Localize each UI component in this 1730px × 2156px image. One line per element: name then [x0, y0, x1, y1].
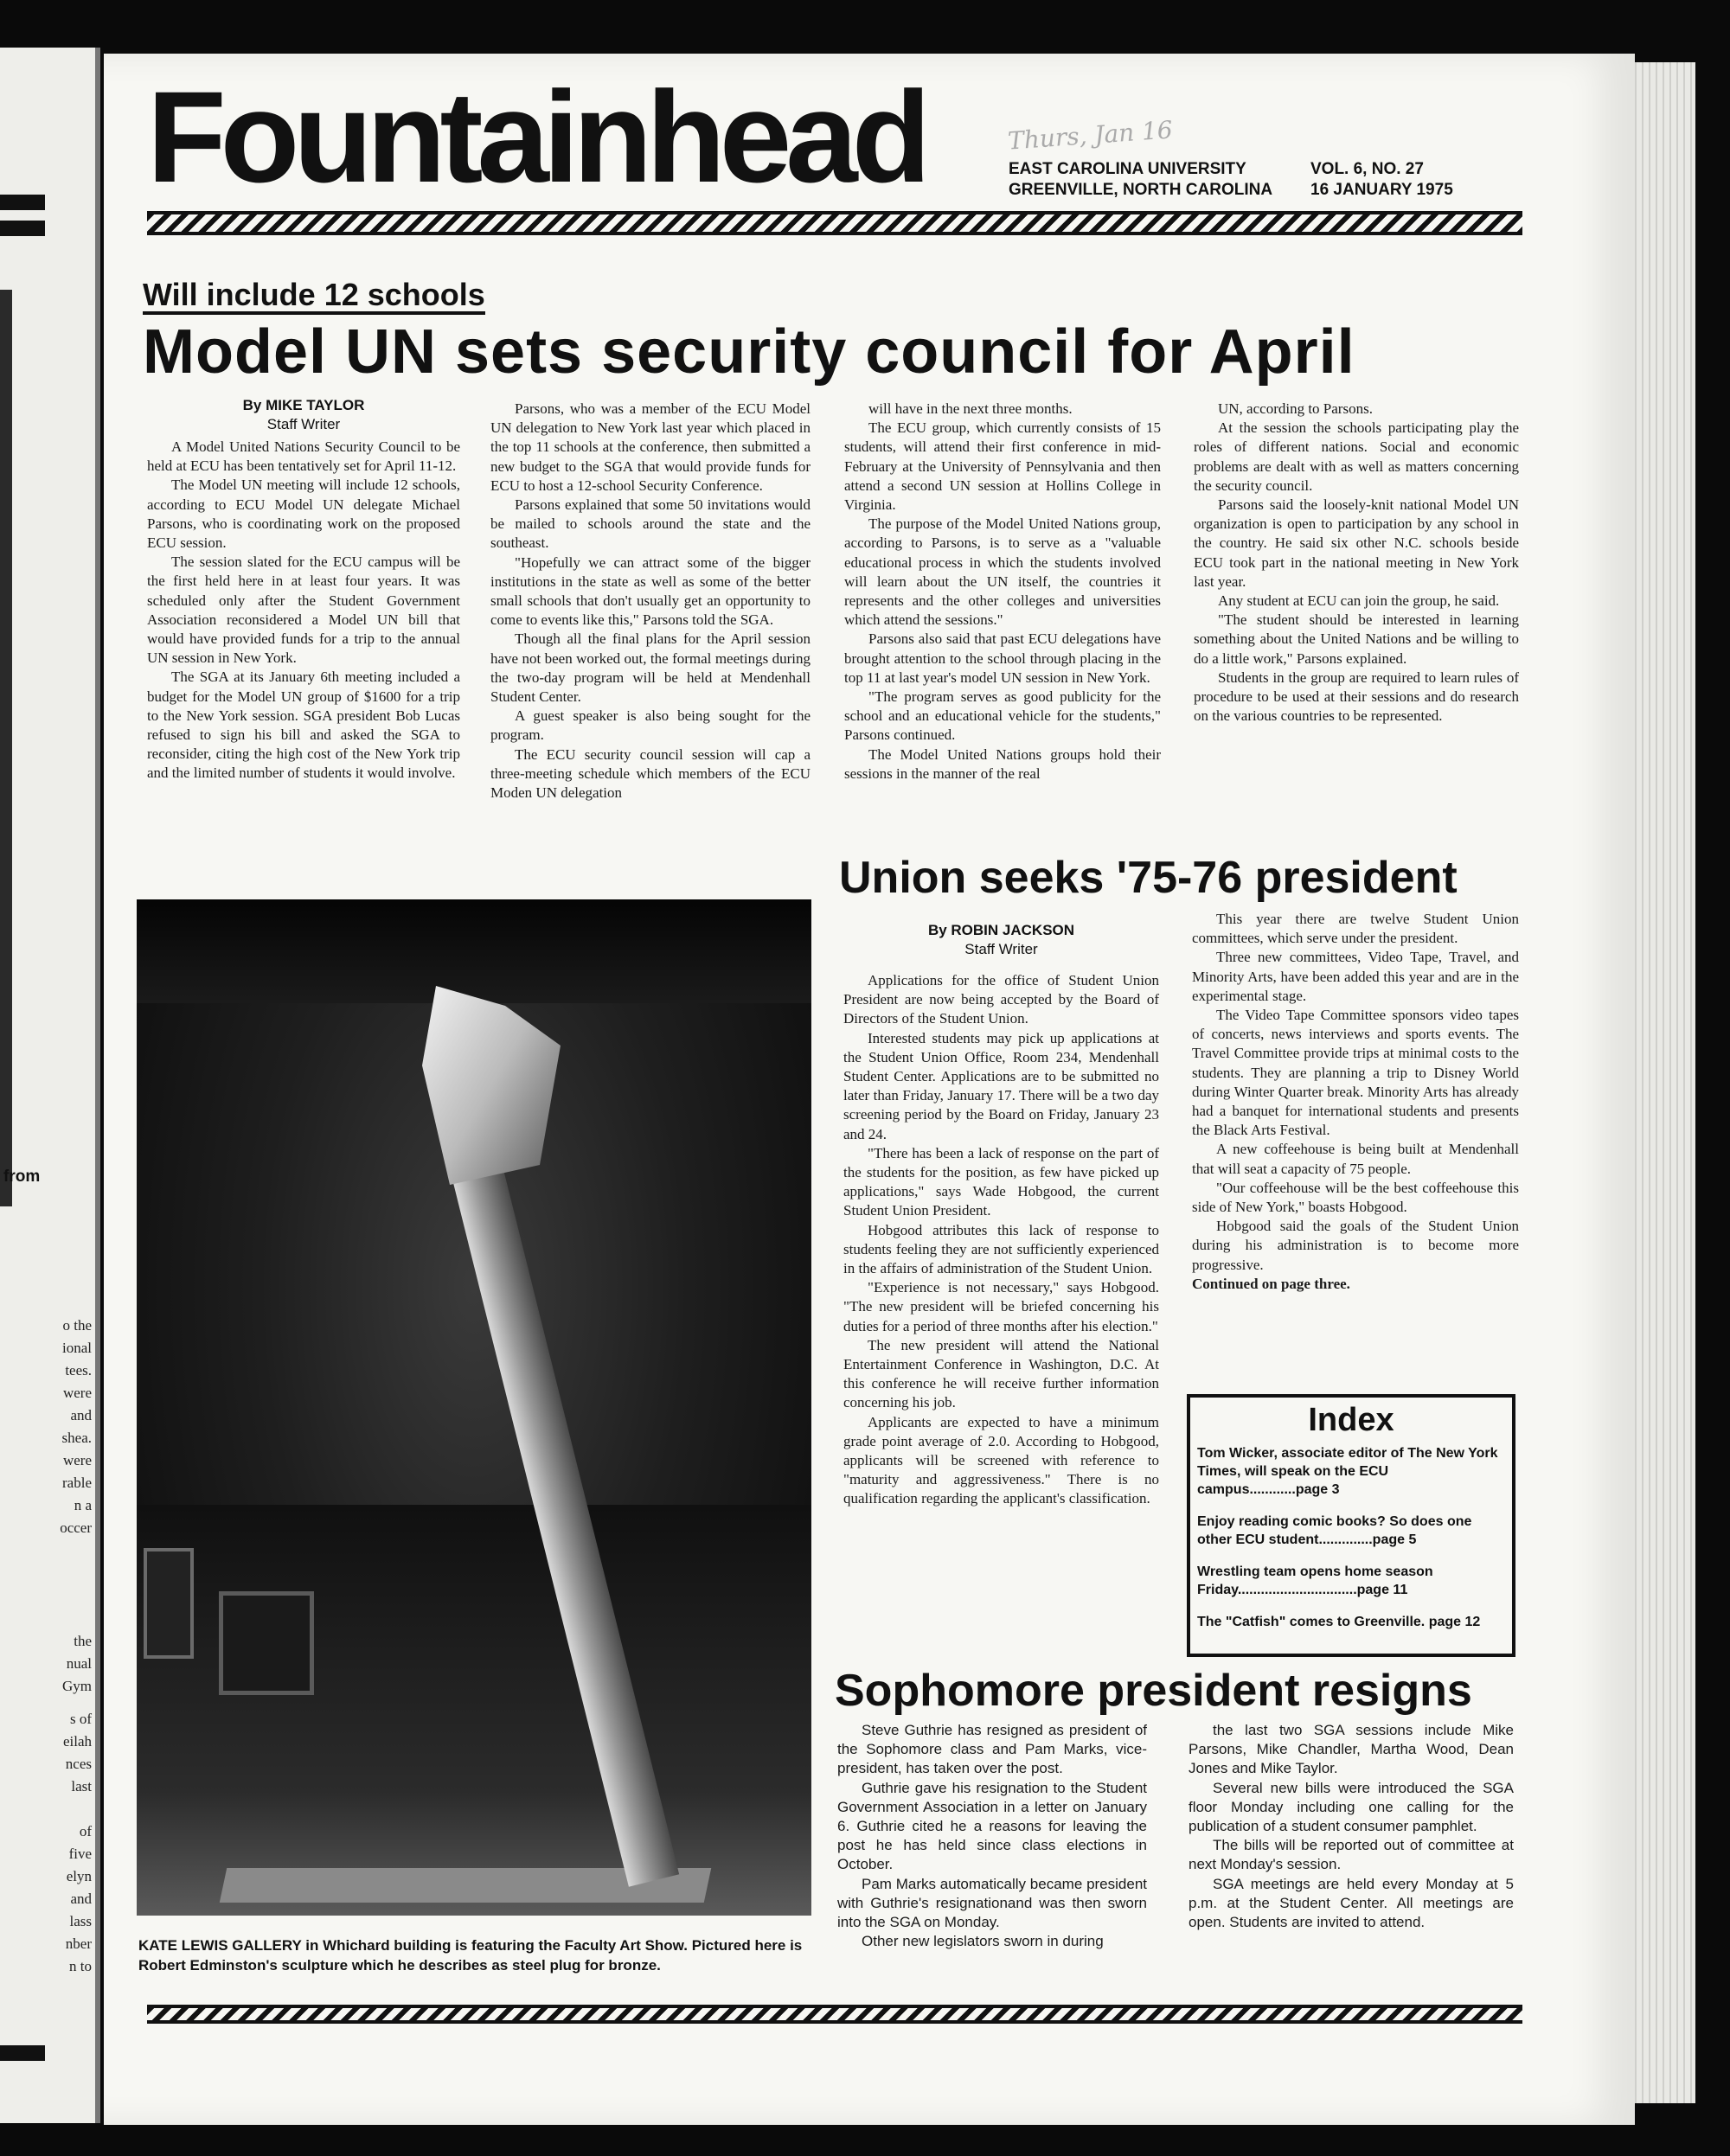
- left-rule: [0, 195, 45, 210]
- paragraph: The ECU security council session will cap a three-meeting schedule which members of the ECU Moden UN delegation: [490, 745, 811, 802]
- left-fragment-from: from: [3, 1168, 41, 1186]
- index-box: [1187, 1394, 1515, 1657]
- paragraph: The SGA at its January 6th meeting included a budget for the Model UN group of $1600 for a trip to the New York session. SGA president Bob Lucas refused to sign his bill and asked the SGA to reconsider, citing the high cost of the New York trip and the limited number of students it would involve.: [147, 669, 460, 782]
- sophomore-col-1: [837, 1721, 1147, 1951]
- index-item: The "Catfish" comes to Greenville. page 12: [1197, 1615, 1481, 1629]
- paragraph: The purpose of the Model United Nations group, according to Parsons, is to serve as a "valuable educational process in which the students involved will learn about the UN itself, the countries it represents and the other colleges and universities which attend the sessions.": [844, 515, 1161, 629]
- paragraph: A Model United Nations Security Council to be held at ECU has been tentatively set for April 11-12.: [147, 438, 460, 475]
- paragraph: Hobgood said the goals of the Student Union during his administration is to become more progressive.: [1192, 1218, 1519, 1273]
- index-item: Wrestling team opens home season Friday...............................page 11: [1197, 1564, 1433, 1597]
- masthead-title: Fountainhead: [147, 64, 926, 209]
- left-rule: [0, 2045, 45, 2061]
- index-item: Tom Wicker, associate editor of The New York Times, will speak on the ECU campus............page 3: [1197, 1446, 1498, 1497]
- paragraph: Parsons explained that some 50 invitations would be mailed to schools around the state and the southeast.: [490, 496, 811, 552]
- paragraph: Parsons said the loosely-knit national Model UN organization is open to participation by any school in the country. He said six other N.C. schools beside ECU took part in the national meeting in New York last year.: [1194, 496, 1519, 590]
- left-fragment-c: s of eilah nces last: [62, 1711, 92, 1795]
- byline-role: Staff Writer: [964, 941, 1038, 957]
- paragraph: Though all the final plans for the April session have not been worked out, the formal meetings during the two-day program will be held at Mendenhall Student Center.: [490, 630, 811, 706]
- paragraph: Three new committees, Video Tape, Travel, and Minority Arts, have been added this year and are in the experimental stage.: [1192, 949, 1519, 1004]
- paragraph: The new president will attend the National Entertainment Conference in Washington, D.C. At this conference he will receive further information concerning his job.: [843, 1336, 1159, 1411]
- left-page-fragment: [0, 48, 100, 2123]
- paragraph: Steve Guthrie has resigned as president of the Sophomore class and Pam Marks, vice-president, has taken over the post.: [837, 1722, 1147, 1777]
- union-headline: Union seeks '75-76 president: [839, 853, 1458, 903]
- paragraph: "Our coffeehouse will be the best coffeehouse this side of New York," boasts Hobgood.: [1192, 1179, 1519, 1216]
- union-col-2: [1192, 910, 1519, 1294]
- index-item: Enjoy reading comic books? So does one other ECU student..............page 5: [1197, 1514, 1472, 1547]
- left-rule: [0, 221, 45, 236]
- paragraph: The Model UN meeting will include 12 schools, according to ECU Model UN delegate Michael Parsons, who is coordinating work on the proposed ECU session.: [147, 477, 460, 552]
- sophomore-headline: Sophomore president resigns: [835, 1666, 1472, 1716]
- left-photo-edge: [0, 290, 12, 1206]
- paragraph: "The program serves as good publicity for the school and an educational vehicle for the students," Parsons continued.: [844, 688, 1161, 744]
- model-un-col-1: [147, 396, 460, 784]
- byline-role: Staff Writer: [266, 416, 341, 432]
- paragraph: Hobgood attributes this lack of response to students feeling they are not sufficiently experienced in the affairs of administration of the Student Union.: [843, 1221, 1159, 1277]
- sophomore-col-2: [1189, 1721, 1514, 1932]
- issue-date: 16 JANUARY 1975: [1310, 181, 1453, 199]
- left-fragment-b: the nual Gym: [62, 1633, 92, 1694]
- paragraph: "Experience is not necessary," says Hobgood. "The new president will be briefed concerning his duties for a period of three months after his election.": [843, 1279, 1159, 1334]
- photo-caption: KATE LEWIS GALLERY in Whichard building is featuring the Faculty Art Show. Pictured here is Robert Edminston's sculpture which he describes as steel plug for bronze.: [138, 1937, 803, 1974]
- model-un-col-4: [1194, 400, 1519, 726]
- paragraph: The Video Tape Committee sponsors video tapes of concerts, news interviews and sports events. The Travel Committee provide trips at minimal costs to the students. They are planning a trip to Disney World during Winter Quarter break. Minority Arts has already had a banquet for international students and presents the Black Arts Festival.: [1192, 1007, 1519, 1139]
- paragraph: Parsons, who was a member of the ECU Model UN delegation to New York last year which placed in the top 11 schools at the conference, then submitted a new budget to the SGA that would provide funds for ECU to host a 12-school Security Conference.: [490, 400, 811, 494]
- paragraph: This year there are twelve Student Union committees, which serve under the president.: [1192, 911, 1519, 947]
- paragraph: Guthrie gave his resignation to the Student Government Association in a letter on January 6. Guthrie cited he a reasons for leaving the post he has held since class elections in October.: [837, 1779, 1147, 1873]
- paragraph: A new coffeehouse is being built at Mendenhall that will seat a capacity of 75 people.: [1192, 1141, 1519, 1177]
- continued-note: Continued on page three.: [1192, 1275, 1350, 1292]
- issue-volume: VOL. 6, NO. 27: [1310, 160, 1424, 178]
- paragraph: the last two SGA sessions include Mike Parsons, Mike Chandler, Martha Wood, Dean Jones and Mike Taylor.: [1189, 1722, 1514, 1777]
- byline-name: By MIKE TAYLOR: [242, 397, 365, 413]
- byline-name: By ROBIN JACKSON: [927, 922, 1075, 938]
- model-un-col-2: [490, 400, 811, 803]
- index-title: Index: [1308, 1402, 1394, 1438]
- paragraph: The ECU group, which currently consists of 15 students, will attend their first conference in mid-February at the University of Pennsylvania and then attend a second UN session at Hollins College in Virginia.: [844, 419, 1161, 514]
- paragraph: "The student should be interested in learning something about the United Nations and be willing to do a little work," Parsons explained.: [1194, 611, 1519, 667]
- model-un-headline: Model UN sets security council for April: [143, 317, 1355, 387]
- paragraph: Pam Marks automatically became president with Guthrie's resignationand was then sworn into the SGA on Monday.: [837, 1875, 1147, 1931]
- masthead-university: [1009, 159, 1272, 201]
- byline: [147, 396, 460, 434]
- sculpture-photo: [137, 899, 811, 1916]
- paragraph: "There has been a lack of response on the part of the students for the position, as few have picked up applications," says Wade Hobgood, the current Student Union President.: [843, 1144, 1159, 1219]
- handwritten-note: Thurs, Jan 16: [1007, 115, 1174, 156]
- paragraph: Interested students may pick up applications at the Student Union Office, Room 234, Mendenhall Student Center. Applications are to be submitted no later than Friday, January 17. There will be a two day screening period by the Board on Friday, January 23 and 24.: [843, 1029, 1159, 1142]
- paragraph: Parsons also said that past ECU delegations have brought attention to the school through placing in the top 11 at last year's model UN session in New York.: [844, 630, 1161, 686]
- paragraph: Other new legislators sworn in during: [862, 1933, 1104, 1950]
- footer-rule: [147, 2005, 1522, 2024]
- masthead-rule: [147, 211, 1522, 235]
- masthead-issue: [1310, 159, 1453, 201]
- left-fragment-d: of five elyn and lass nber n to: [65, 1823, 92, 1974]
- left-fragment-a: o the ional tees. were and shea. were rable n a occer: [60, 1317, 92, 1536]
- union-col-1: [843, 921, 1159, 1509]
- paragraph: SGA meetings are held every Monday at 5 p.m. at the Student Center. All meetings are open. Students are invited to attend.: [1189, 1875, 1514, 1931]
- paragraph: will have in the next three months.: [868, 400, 1073, 417]
- paragraph: Applicants are expected to have a minimum grade point average of 2.0. According to Hobgood, applicants will be screened with reference to "maturity and aggressiveness." There is no qualification regarding the applicant's classification.: [843, 1413, 1159, 1507]
- byline: [843, 921, 1159, 959]
- paragraph: At the session the schools participating play the roles of different nations. Social and economic problems are dealt with as well as matters concerning the security council.: [1194, 419, 1519, 494]
- model-un-kicker: Will include 12 schools: [143, 278, 485, 315]
- university-name: EAST CAROLINA UNIVERSITY: [1009, 160, 1246, 178]
- paragraph: The bills will be reported out of committee at next Monday's session.: [1189, 1837, 1514, 1873]
- university-location: GREENVILLE, NORTH CAROLINA: [1009, 181, 1273, 199]
- paragraph: Applications for the office of Student Union President are now being accepted by the Board of Directors of the Student Union.: [843, 972, 1159, 1027]
- paragraph: The Model United Nations groups hold their sessions in the manner of the real: [844, 745, 1161, 782]
- paragraph: Students in the group are required to learn rules of procedure to be used at their sessions and do research on the various countries to be represented.: [1194, 669, 1519, 725]
- paragraph: Several new bills were introduced the SGA floor Monday including one calling for the publication of a student consumer pamphlet.: [1189, 1779, 1514, 1835]
- paragraph: UN, according to Parsons.: [1218, 400, 1373, 417]
- paragraph: A guest speaker is also being sought for the program.: [490, 707, 811, 744]
- model-un-col-3: [844, 400, 1161, 784]
- paragraph: Any student at ECU can join the group, he said.: [1218, 592, 1500, 610]
- paragraph: The session slated for the ECU campus will be the first held here in at least four years. It was scheduled only after the Student Government Association reconsidered a Model UN bill that would have provided funds for a trip to the annual UN session in New York.: [147, 553, 460, 667]
- paragraph: "Hopefully we can attract some of the bigger institutions in the state as well as some of the better small schools that don't usually get an opportunity to come to events like this," Parsons told the SGA.: [490, 553, 811, 629]
